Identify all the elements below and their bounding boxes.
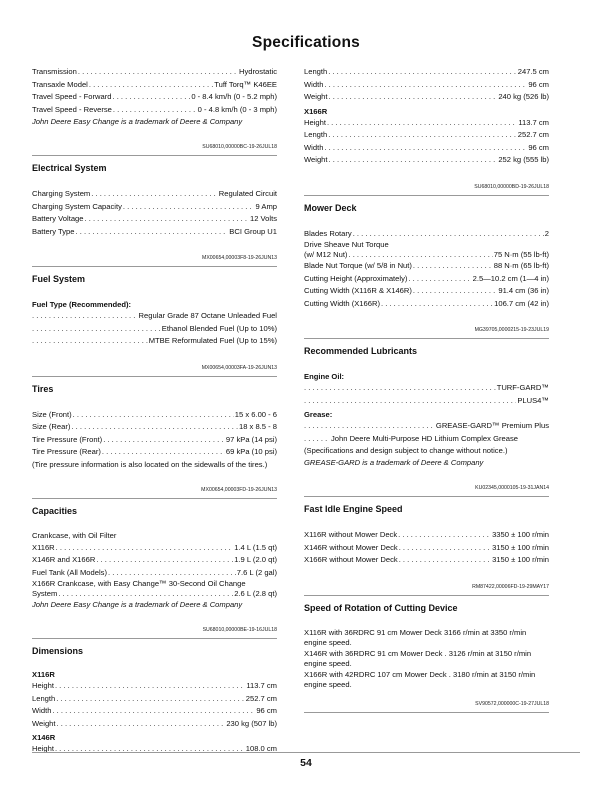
spec-row: Transmission . . . Hydrostatic bbox=[32, 66, 277, 79]
trademark-note: John Deere Easy Change is a trademark of Deere & Company bbox=[32, 117, 243, 126]
spec-row: Length . . . 252.7 cm bbox=[304, 129, 549, 142]
spec-row: . . . MTBE Reformulated Fuel (Up to 15%) bbox=[32, 335, 277, 348]
spec-row: X116R . . . 1.4 L (1.5 qt) bbox=[32, 542, 277, 555]
section-heading: Dimensions bbox=[32, 646, 84, 656]
section-divider bbox=[304, 338, 549, 339]
spec-row: X116R without Mower Deck . . . 3350 ± 100 r/min bbox=[304, 529, 549, 542]
fast-idle-section bbox=[304, 503, 549, 595]
spec-row: Travel Speed - Forward . . . 0 - 8.4 km/h (0 - 5.2 mph) bbox=[32, 91, 277, 104]
spec-row: Charging System Capacity . . . 9 Amp bbox=[32, 201, 277, 214]
section-divider bbox=[32, 266, 277, 267]
tire-note: (Tire pressure information is also located on the sidewalls of the tires.) bbox=[32, 459, 268, 469]
reference-code: SV90572,000000C-19-27JUL18 bbox=[475, 700, 549, 707]
spec-row: Weight . . . 252 kg (555 lb) bbox=[304, 154, 549, 167]
spec-row: Battery Type . . . BCI Group U1 bbox=[32, 226, 277, 239]
spec-row: X166R without Mower Deck . . . 3150 ± 100 r/min bbox=[304, 554, 549, 567]
spec-row: Blade Nut Torque (w/ 5/8 in Nut) . . . 88 N·m (65 lb-ft) bbox=[304, 260, 549, 273]
reference-code: RM87422,00006FD-19-29MAY17 bbox=[472, 583, 549, 590]
spec-row: Height . . . 113.7 cm bbox=[32, 680, 277, 693]
spec-row: Height . . . 113.7 cm bbox=[304, 117, 549, 130]
spec-row: X146R without Mower Deck . . . 3150 ± 100 r/min bbox=[304, 542, 549, 555]
spec-row: Weight . . . 230 kg (507 lb) bbox=[32, 718, 277, 731]
section-divider bbox=[304, 595, 549, 596]
spec-row: System . . . 2.6 L (2.8 qt) bbox=[32, 589, 277, 599]
section-heading: Tires bbox=[32, 383, 54, 394]
reference-code: MX00654,00003F8-19-26JUN13 bbox=[202, 255, 277, 261]
reference-code: SU68010,00000BC-19-26JUL18 bbox=[202, 144, 277, 150]
fuel-section bbox=[32, 273, 277, 376]
spec-row: . . . Ethanol Blended Fuel (Up to 10%) bbox=[32, 323, 277, 336]
section-divider bbox=[32, 638, 277, 639]
section-divider bbox=[32, 498, 277, 499]
spec-row: (w/ M12 Nut) . . . 75 N·m (55 lb-ft) bbox=[304, 250, 549, 260]
transmission-section bbox=[32, 66, 277, 155]
page-title: Specifications bbox=[252, 34, 360, 51]
spec-row: Charging System . . . Regulated Circuit bbox=[32, 188, 277, 201]
spec-paragraph: X146R with 36RDRC 91 cm Mower Deck . 3126 r/min at 3150 r/min engine speed. bbox=[304, 648, 532, 668]
right-column bbox=[304, 66, 549, 713]
spec-row: Cutting Height (Approximately) . . . 2.5—10.2 cm (1—4 in) bbox=[304, 273, 549, 286]
spec-line: (Specifications and design subject to change without notice.) bbox=[304, 446, 508, 455]
section-heading: Fuel System bbox=[32, 274, 86, 284]
section-divider bbox=[304, 496, 549, 497]
spec-row: Travel Speed - Reverse . . . 0 - 4.8 km/h (0 - 3 mph) bbox=[32, 104, 277, 117]
subheading: Engine Oil: bbox=[304, 372, 345, 381]
lubricants-section bbox=[304, 345, 549, 496]
spec-paragraph: X166R with 42RDRC 107 cm Mower Deck . 3180 r/min at 3150 r/min engine speed. bbox=[304, 669, 536, 689]
section-heading: Mower Deck bbox=[304, 202, 357, 213]
spec-row: Battery Voltage . . . 12 Volts bbox=[32, 213, 277, 226]
spec-row: Size (Front) . . . 15 x 6.00 - 6 bbox=[32, 409, 277, 422]
reference-code: MX00654,00003FD-19-26JUN13 bbox=[201, 486, 277, 493]
spec-row: Weight . . . 240 kg (526 lb) bbox=[304, 91, 549, 104]
reference-code: SU68010,00000BE-19-16JUL18 bbox=[202, 627, 277, 633]
tires-section bbox=[32, 383, 277, 498]
subheading: Grease: bbox=[304, 410, 333, 419]
spec-paragraph: X116R with 36RDRC 91 cm Mower Deck 3166 r/min at 3350 r/min engine speed. bbox=[304, 627, 527, 647]
spec-row: . . . GREASE-GARD™ Premium Plus bbox=[304, 420, 549, 433]
spec-row: Height . . . 108.0 cm bbox=[32, 743, 277, 756]
reference-code: KU02345,0000105-19-31JAN14 bbox=[475, 485, 549, 491]
spec-row: Width . . . 96 cm bbox=[304, 79, 549, 92]
model-label: X146R bbox=[32, 733, 56, 742]
section-heading: Speed of Rotation of Cutting Device bbox=[304, 602, 458, 613]
spec-row: Width . . . 96 cm bbox=[32, 705, 277, 718]
spec-row: Tire Pressure (Rear) . . . 69 kPa (10 psi) bbox=[32, 446, 277, 459]
footer-divider bbox=[32, 752, 580, 753]
capacities-section bbox=[32, 505, 277, 639]
spec-row: . . . John Deere Multi-Purpose HD Lithium Complex Grease bbox=[304, 433, 549, 446]
page-number: 54 bbox=[300, 757, 312, 769]
section-divider bbox=[32, 376, 277, 377]
section-divider bbox=[304, 712, 549, 713]
spec-row: Cutting Width (X116R & X146R) . . . 91.4 cm (36 in) bbox=[304, 285, 549, 298]
section-heading: Fast Idle Engine Speed bbox=[304, 504, 403, 514]
spec-row: . . . TURF-GARD™ bbox=[304, 382, 549, 395]
cutting-speed-section bbox=[304, 602, 549, 712]
dimensions-continued-section bbox=[304, 66, 549, 195]
section-heading: Capacities bbox=[32, 505, 78, 516]
spec-line: X166R Crankcase, with Easy Change™ 30-Second Oil Change bbox=[32, 579, 246, 588]
section-divider bbox=[32, 155, 277, 156]
section-divider bbox=[304, 195, 549, 196]
section-heading: Recommended Lubricants bbox=[304, 346, 418, 356]
electrical-section bbox=[32, 162, 277, 266]
spec-row: Length . . . 252.7 cm bbox=[32, 693, 277, 706]
spec-row: Blades Rotary . . . 2 bbox=[304, 228, 549, 241]
spec-row: Fuel Tank (All Models) . . . 7.6 L (2 gal) bbox=[32, 567, 277, 580]
reference-code: MX00654,00003FA-19-26JUN13 bbox=[201, 364, 277, 371]
reference-code: SU68010,00000BD-19-26JUL18 bbox=[474, 183, 549, 190]
trademark-note: John Deere Easy Change is a trademark of Deere & Company bbox=[32, 600, 243, 609]
model-label: X166R bbox=[304, 106, 328, 116]
subheading: Fuel Type (Recommended): bbox=[32, 300, 132, 309]
trademark-note: GREASE-GARD is a trademark of Deere & Company bbox=[304, 458, 484, 467]
spec-row: . . . PLUS4™ bbox=[304, 395, 549, 408]
spec-row: Transaxle Model . . . Tuff Torq™ K46EE bbox=[32, 79, 277, 92]
spec-line: Crankcase, with Oil Filter bbox=[32, 530, 117, 540]
spec-row: Size (Rear) . . . 18 x 8.5 - 8 bbox=[32, 421, 277, 434]
dimensions-section bbox=[32, 645, 277, 756]
spec-row: Cutting Width (X166R) . . . 106.7 cm (42 in) bbox=[304, 298, 549, 311]
spec-row: . . . Regular Grade 87 Octane Unleaded Fuel bbox=[32, 310, 277, 323]
spec-line: Drive Sheave Nut Torque bbox=[304, 240, 389, 249]
reference-code: MG39705,0000215-19-23JUL19 bbox=[474, 327, 549, 333]
spec-row: Length . . . 247.5 cm bbox=[304, 66, 549, 79]
left-column bbox=[32, 66, 277, 756]
mower-deck-section bbox=[304, 202, 549, 339]
spec-row: Tire Pressure (Front) . . . 97 kPa (14 psi) bbox=[32, 434, 277, 447]
spec-row: Width . . . 96 cm bbox=[304, 142, 549, 155]
spec-row: X146R and X166R . . . 1.9 L (2.0 qt) bbox=[32, 554, 277, 567]
section-heading: Electrical System bbox=[32, 163, 107, 173]
model-label: X116R bbox=[32, 670, 55, 679]
